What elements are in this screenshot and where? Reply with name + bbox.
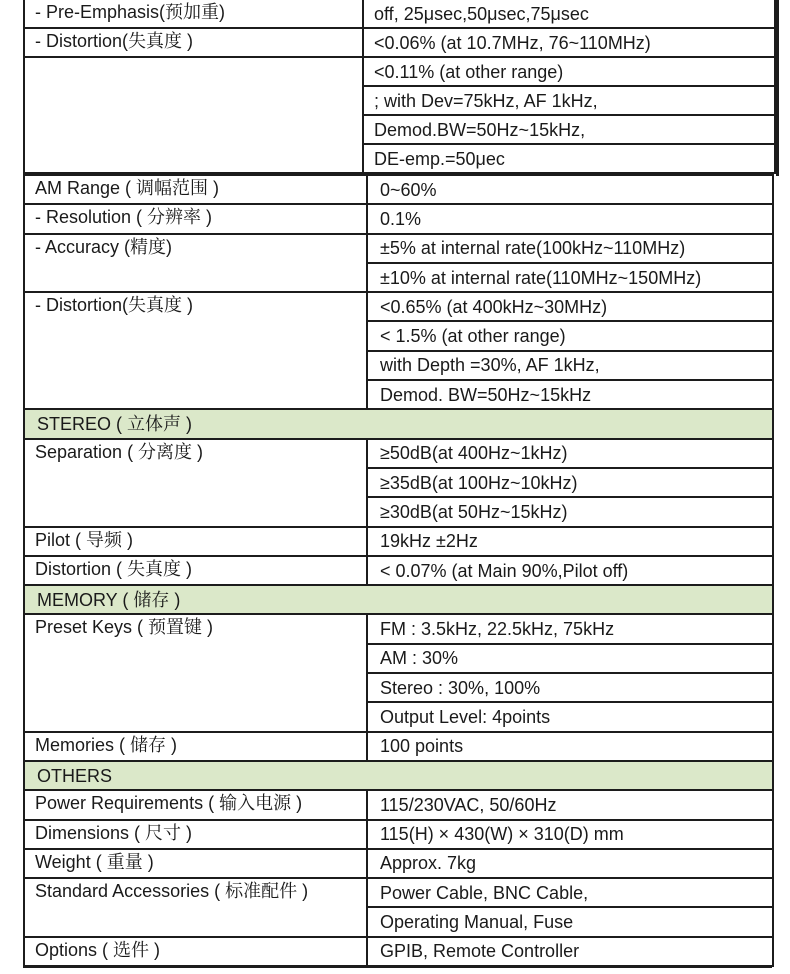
- spec-value: off, 25μsec,50μsec,75μsec: [363, 0, 775, 28]
- table-row: [24, 0, 775, 28]
- spec-label: - Resolution ( 分辨率 ): [24, 204, 367, 233]
- spec-label: Memories ( 储存 ): [24, 732, 367, 761]
- spec-value: < 1.5% (at other range): [367, 321, 773, 350]
- table-row: [24, 234, 773, 263]
- table-row: [24, 790, 773, 819]
- section-header-row: [24, 761, 773, 790]
- table-row: [24, 204, 773, 233]
- spec-value: AM : 30%: [367, 644, 773, 673]
- table-row: [24, 849, 773, 878]
- spec-label: Distortion ( 失真度 ): [24, 556, 367, 585]
- table-row: [24, 292, 773, 321]
- table-row: [24, 820, 773, 849]
- spec-label: Power Requirements ( 输入电源 ): [24, 790, 367, 819]
- spec-label: Pilot ( 导频 ): [24, 527, 367, 556]
- spec-value: 100 points: [367, 732, 773, 761]
- spec-value: 0~60%: [367, 175, 773, 204]
- spec-label: Weight ( 重量 ): [24, 849, 367, 878]
- spec-value: ±5% at internal rate(100kHz~110MHz): [367, 234, 773, 263]
- table-row: [24, 57, 775, 86]
- spec-value: <0.65% (at 400kHz~30MHz): [367, 292, 773, 321]
- section-header: OTHERS: [24, 761, 773, 790]
- table-bottom-border: [23, 966, 772, 968]
- spec-value: DE-emp.=50μec: [363, 144, 775, 173]
- table-row: [24, 937, 773, 966]
- spec-label: Dimensions ( 尺寸 ): [24, 820, 367, 849]
- table-row: [24, 175, 773, 204]
- spec-label: - Pre-Emphasis(预加重): [24, 0, 363, 28]
- spec-value: Output Level: 4points: [367, 702, 773, 731]
- section-header: MEMORY ( 储存 ): [24, 585, 773, 614]
- spec-value: with Depth =30%, AF 1kHz,: [367, 351, 773, 380]
- table-row: [24, 28, 775, 57]
- spec-value: Demod.BW=50Hz~15kHz,: [363, 115, 775, 144]
- spec-table: [23, 174, 774, 967]
- spec-value: 0.1%: [367, 204, 773, 233]
- table-row: [24, 439, 773, 468]
- spec-value: Stereo : 30%, 100%: [367, 673, 773, 702]
- spec-value: ≥50dB(at 400Hz~1kHz): [367, 439, 773, 468]
- spec-value: Demod. BW=50Hz~15kHz: [367, 380, 773, 409]
- spec-label: Preset Keys ( 预置键 ): [24, 614, 367, 731]
- spec-value: ; with Dev=75kHz, AF 1kHz,: [363, 86, 775, 115]
- spec-value: ±10% at internal rate(110MHz~150MHz): [367, 263, 773, 292]
- spec-label: - Accuracy (精度): [24, 234, 367, 293]
- spec-value: Operating Manual, Fuse: [367, 907, 773, 936]
- spec-label: Options ( 选件 ): [24, 937, 367, 966]
- table-border-fragment: [776, 0, 779, 176]
- spec-value: 19kHz ±2Hz: [367, 527, 773, 556]
- spec-label: Separation ( 分离度 ): [24, 439, 367, 527]
- spec-value: 115(H) × 430(W) × 310(D) mm: [367, 820, 773, 849]
- spec-label: - Distortion(失真度 ): [24, 292, 367, 409]
- spec-value: GPIB, Remote Controller: [367, 937, 773, 966]
- table-row: [24, 878, 773, 907]
- spec-value: Power Cable, BNC Cable,: [367, 878, 773, 907]
- spec-value: 115/230VAC, 50/60Hz: [367, 790, 773, 819]
- spec-value: ≥30dB(at 50Hz~15kHz): [367, 497, 773, 526]
- fm-spec-table: [23, 0, 776, 174]
- spec-label-empty: [24, 57, 363, 173]
- spec-value: ≥35dB(at 100Hz~10kHz): [367, 468, 773, 497]
- section-header-row: [24, 585, 773, 614]
- table-row: [24, 527, 773, 556]
- spec-value: FM : 3.5kHz, 22.5kHz, 75kHz: [367, 614, 773, 643]
- table-row: [24, 732, 773, 761]
- spec-value: < 0.07% (at Main 90%,Pilot off): [367, 556, 773, 585]
- table-row: [24, 614, 773, 643]
- section-header: STEREO ( 立体声 ): [24, 409, 773, 438]
- spec-label: AM Range ( 调幅范围 ): [24, 175, 367, 204]
- table-row: [24, 556, 773, 585]
- spec-value: <0.06% (at 10.7MHz, 76~110MHz): [363, 28, 775, 57]
- spec-value: <0.11% (at other range): [363, 57, 775, 86]
- spec-value: Approx. 7kg: [367, 849, 773, 878]
- spec-label: - Distortion(失真度 ): [24, 28, 363, 57]
- section-header-row: [24, 409, 773, 438]
- spec-label: Standard Accessories ( 标准配件 ): [24, 878, 367, 937]
